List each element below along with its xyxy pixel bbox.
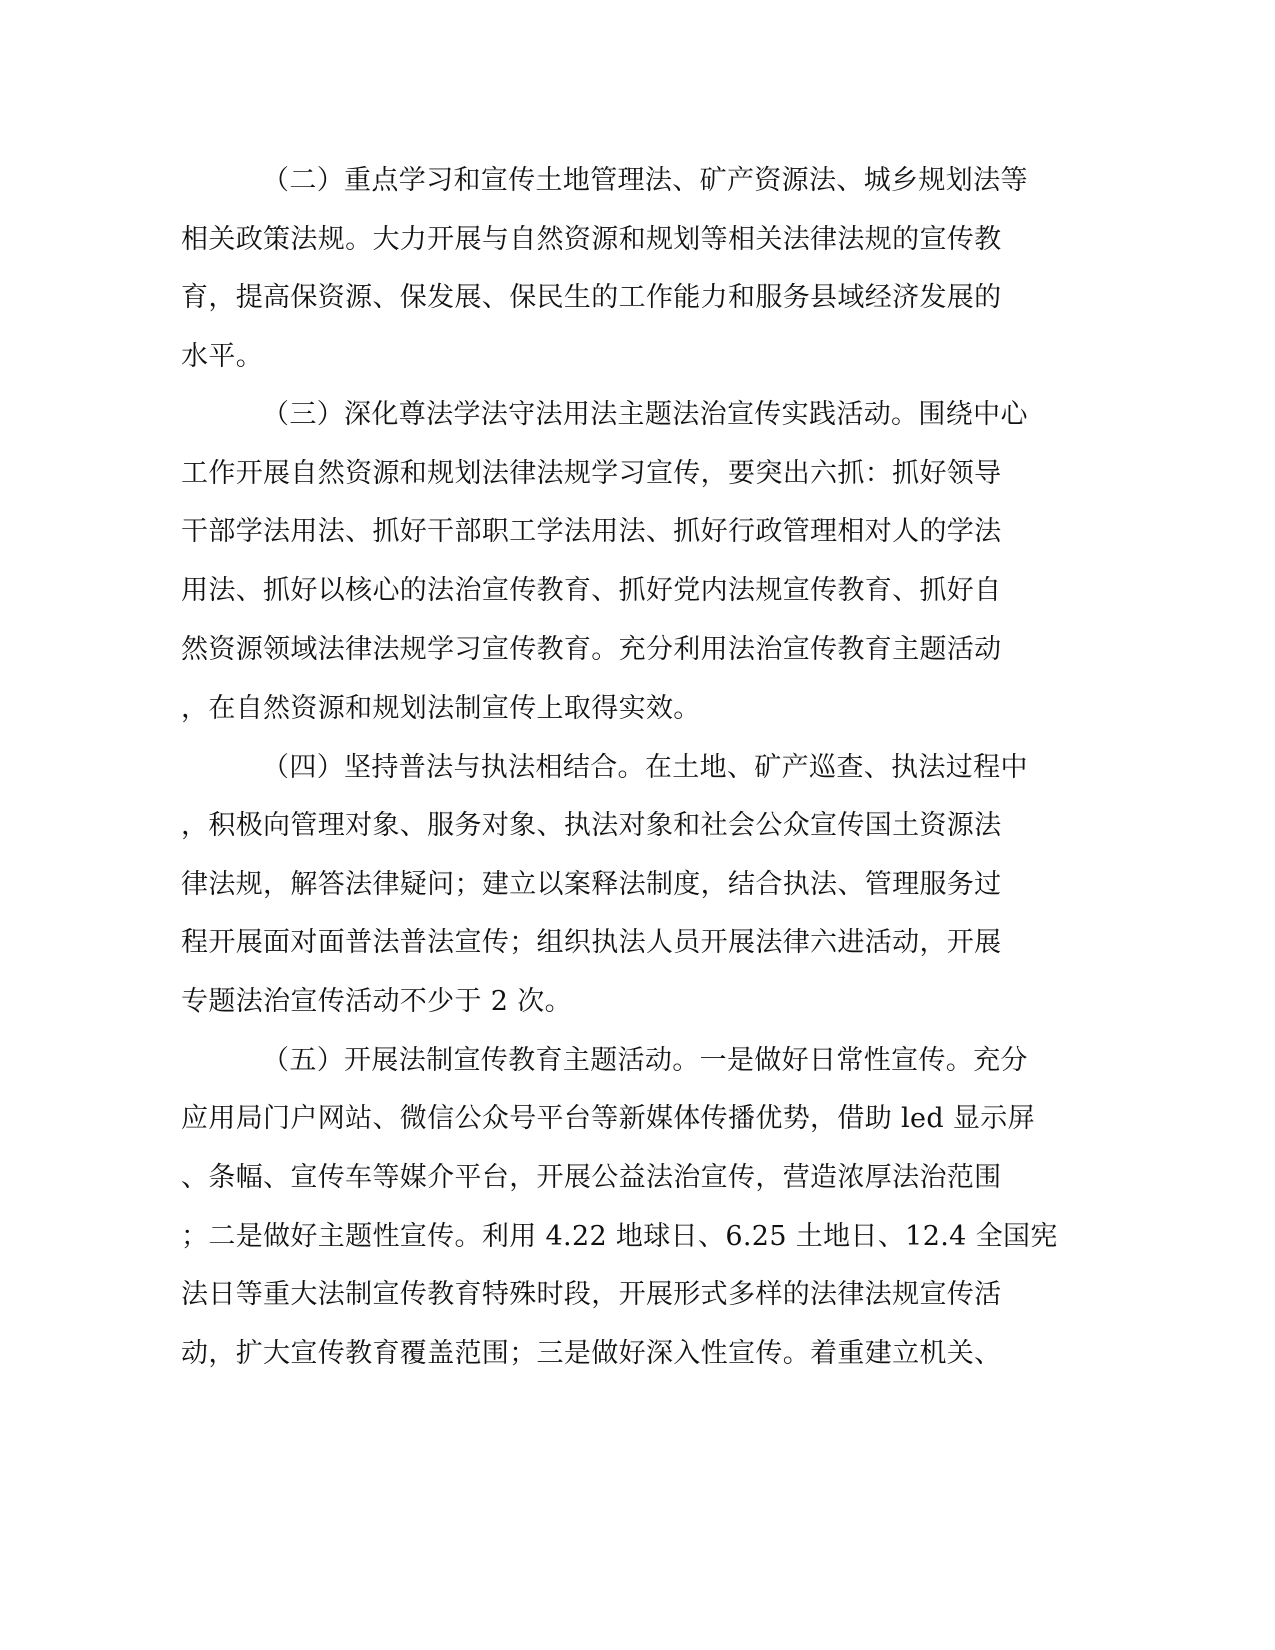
paragraph-5-line-4: ；二是做好主题性宣传。利用 4.22 地球日、6.25 土地日、12.4 全国宪 bbox=[181, 1221, 1058, 1252]
paragraph-5-line-3: 、条幅、宣传车等媒介平台，开展公益法治宣传，营造浓厚法治范围 bbox=[181, 1162, 1002, 1193]
paragraph-4-line-2: ，积极向管理对象、服务对象、执法对象和社会公众宣传国土资源法 bbox=[181, 810, 1002, 841]
paragraph-2-line-4: 水平。 bbox=[181, 341, 264, 372]
paragraph-4-line-5: 专题法治宣传活动不少于 2 次。 bbox=[181, 986, 572, 1017]
paragraph-2-line-3: 育，提高保资源、保发展、保民生的工作能力和服务县域经济发展的 bbox=[181, 282, 1002, 313]
paragraph-3-line-1: （三）深化尊法学法守法用法主题法治宣传实践活动。围绕中心 bbox=[262, 399, 1028, 430]
paragraph-4-line-4: 程开展面对面普法普法宣传；组织执法人员开展法律六进活动，开展 bbox=[181, 927, 1002, 958]
paragraph-5-line-6: 动，扩大宣传教育覆盖范围；三是做好深入性宣传。着重建立机关、 bbox=[181, 1338, 1002, 1369]
paragraph-5-line-1: （五）开展法制宣传教育主题活动。一是做好日常性宣传。充分 bbox=[262, 1045, 1028, 1076]
paragraph-3-line-3: 干部学法用法、抓好干部职工学法用法、抓好行政管理相对人的学法 bbox=[181, 516, 1002, 547]
paragraph-2-line-1: （二）重点学习和宣传土地管理法、矿产资源法、城乡规划法等 bbox=[262, 165, 1028, 196]
paragraph-3-line-2: 工作开展自然资源和规划法律法规学习宣传，要突出六抓：抓好领导 bbox=[181, 458, 1002, 489]
paragraph-2-line-2: 相关政策法规。大力开展与自然资源和规划等相关法律法规的宣传教 bbox=[181, 224, 1002, 255]
paragraph-3-line-6: ，在自然资源和规划法制宣传上取得实效。 bbox=[181, 693, 701, 724]
paragraph-4-line-1: （四）坚持普法与执法相结合。在土地、矿产巡查、执法过程中 bbox=[262, 752, 1028, 783]
paragraph-5-line-2: 应用局门户网站、微信公众号平台等新媒体传播优势，借助 led 显示屏 bbox=[181, 1103, 1035, 1134]
paragraph-5-line-5: 法日等重大法制宣传教育特殊时段，开展形式多样的法律法规宣传活 bbox=[181, 1279, 1002, 1310]
paragraph-4-line-3: 律法规，解答法律疑问；建立以案释法制度，结合执法、管理服务过 bbox=[181, 869, 1002, 900]
paragraph-3-line-5: 然资源领域法律法规学习宣传教育。充分利用法治宣传教育主题活动 bbox=[181, 634, 1002, 665]
paragraph-3-line-4: 用法、抓好以核心的法治宣传教育、抓好党内法规宣传教育、抓好自 bbox=[181, 575, 1002, 606]
